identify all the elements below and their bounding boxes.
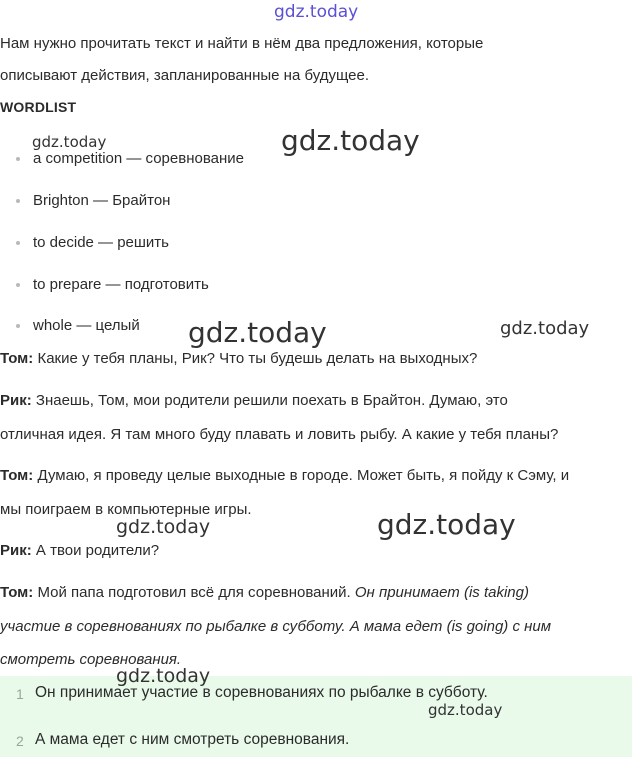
wordlist-item: to prepare — подготовить	[33, 276, 209, 293]
watermark: gdz.today	[116, 665, 211, 687]
speaker-label: Рик:	[0, 392, 32, 409]
dialogue-italic-text: участие в соревнованиях по рыбалке в субботу. А мама едет (is going) с ним	[0, 618, 552, 635]
bullet-icon	[16, 283, 20, 287]
dialogue-line	[0, 350, 477, 367]
wordlist-item: Brighton — Брайтон	[33, 192, 171, 209]
wordlist-item: whole — целый	[33, 317, 140, 334]
dialogue-text: отличная идея. Я там много буду плавать и ловить рыбу. А какие у тебя планы?	[0, 426, 559, 443]
bullet-icon	[16, 241, 20, 245]
dialogue-italic-text: смотреть соревнования.	[0, 651, 182, 668]
speaker-label: Рик:	[0, 542, 32, 559]
answer-text: А мама едет с ним смотреть соревнования.	[35, 731, 350, 748]
watermark: gdz.today	[188, 316, 327, 349]
watermark: gdz.today	[116, 516, 211, 538]
watermark: gdz.today	[428, 701, 503, 719]
speaker-label: Том:	[0, 467, 34, 484]
watermark: gdz.today	[274, 2, 359, 22]
watermark: gdz.today	[500, 318, 590, 339]
intro-line: Нам нужно прочитать текст и найти в нём два предложения, которые	[0, 35, 484, 52]
dialogue-line	[0, 392, 508, 409]
watermark: gdz.today	[281, 124, 420, 157]
dialogue-text: А твои родители?	[35, 542, 160, 559]
watermark: gdz.today	[377, 508, 516, 541]
watermark: gdz.today	[32, 133, 107, 151]
dialogue-text: Какие у тебя планы, Рик? Что ты будешь делать на выходных?	[37, 350, 478, 367]
answer-number: 2	[16, 733, 24, 749]
bullet-icon	[16, 157, 20, 161]
dialogue-text: Мой папа подготовил всё для соревнований.	[37, 584, 355, 601]
dialogue-text: мы поиграем в компьютерные игры.	[0, 501, 252, 518]
bullet-icon	[16, 199, 20, 203]
wordlist-heading: WORDLIST	[0, 99, 77, 115]
answer-number: 1	[16, 686, 24, 702]
dialogue-line	[0, 467, 569, 484]
speaker-label: Том:	[0, 350, 34, 367]
dialogue-text: Думаю, я проведу целые выходные в городе. Может быть, я пойду к Сэму, и	[37, 467, 570, 484]
speaker-label: Том:	[0, 584, 34, 601]
answer-text: Он принимает участие в соревнованиях по рыбалке в субботу.	[35, 684, 488, 701]
bullet-icon	[16, 324, 20, 328]
wordlist-item: to decide — решить	[33, 234, 169, 251]
wordlist-item: a competition — соревнование	[33, 150, 244, 167]
answers-panel	[0, 676, 632, 757]
intro-line: описывают действия, запланированные на будущее.	[0, 67, 369, 84]
dialogue-italic-text: Он принимает (is taking)	[354, 584, 529, 601]
dialogue-line	[0, 542, 159, 559]
dialogue-text: Знаешь, Том, мои родители решили поехать в Брайтон. Думаю, это	[35, 392, 508, 409]
dialogue-line	[0, 584, 529, 601]
